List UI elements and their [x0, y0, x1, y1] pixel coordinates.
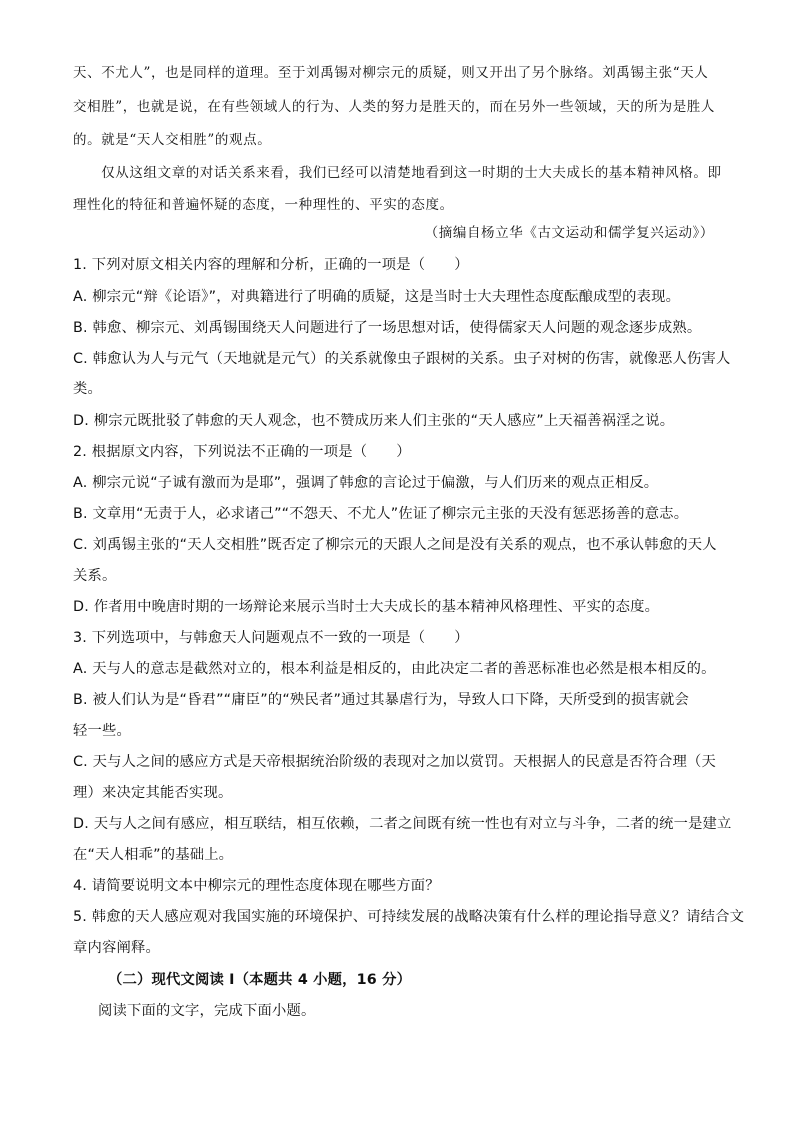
question-3-stem: 3. 下列选项中，与韩愈天人问题观点不一致的一项是（ ） — [73, 630, 469, 646]
question-option-cont: 关系。 — [73, 568, 117, 584]
passage-line: 仅从这组文章的对话关系来看，我们已经可以清楚地看到这一时期的士大夫成长的基本精神风格。即 — [73, 165, 722, 181]
question-option: C. 刘禹锡主张的“天人交相胜”既否定了柳宗元的天跟人之间是没有关系的观点，也不承认韩愈的天人 — [73, 537, 717, 553]
question-1-stem: 1. 下列对原文相关内容的理解和分析，正确的一项是（ ） — [73, 257, 469, 273]
question-option: A. 柳宗元说“子诚有激而为是耶”，强调了韩愈的言论过于偏激，与人们历来的观点正相反。 — [73, 475, 659, 491]
citation: （摘编自杨立华《古文运动和儒学复兴运动》） — [424, 225, 714, 241]
question-option: D. 作者用中晚唐时期的一场辩论来展示当时士大夫成长的基本精神风格理性、平实的态度。 — [73, 599, 660, 615]
section-heading: （二）现代文阅读 I（本题共 4 小题，16 分） — [108, 972, 412, 988]
passage-line: 交相胜”，也就是说，在有些领域人的行为、人类的努力是胜天的，而在另外一些领域，天的所为是胜人 — [73, 99, 715, 115]
question-option: D. 柳宗元既批驳了韩愈的天人观念，也不赞成历来人们主张的“天人感应”上天福善祸淫之说。 — [73, 413, 675, 429]
question-option-cont: 理）来决定其能否实现。 — [73, 785, 233, 801]
question-2-stem: 2. 根据原文内容，下列说法不正确的一项是（ ） — [73, 444, 411, 460]
question-option-cont: 轻一些。 — [73, 723, 131, 739]
passage-line: 天、不尤人”，也是同样的道理。至于刘禹锡对柳宗元的质疑，则又开出了另个脉络。刘禹锡主张“天人 — [73, 65, 709, 81]
question-option: A. 柳宗元“辩《论语》”，对典籍进行了明确的质疑，这是当时士大夫理性态度酝酿成型的表现。 — [73, 289, 681, 305]
question-option: B. 韩愈、柳宗元、刘禹锡围绕天人问题进行了一场思想对话，使得儒家天人问题的观念逐步成熟。 — [73, 320, 702, 336]
question-option: B. 文章用“无责于人，必求诸己”“不怨天、不尤人”佐证了柳宗元主张的天没有惩恶扬善的意志。 — [73, 506, 689, 522]
question-5-cont: 章内容阐释。 — [73, 940, 160, 956]
question-option: C. 天与人之间的感应方式是天帝根据统治阶级的表现对之加以赏罚。天根据人的民意是否符合理（天 — [73, 754, 717, 770]
passage-line: 理性化的特征和普遍怀疑的态度，一种理性的、平实的态度。 — [73, 197, 454, 213]
question-option: A. 天与人的意志是截然对立的，根本利益是相反的，由此决定二者的善恶标准也必然是根本相反的。 — [73, 661, 716, 677]
question-option: C. 韩愈认为人与元气（天地就是元气）的关系就像虫子跟树的关系。虫子对树的伤害，就像恶人伤害人 — [73, 351, 731, 367]
question-option-cont: 在“天人相乖”的基础上。 — [73, 847, 234, 863]
question-option-cont: 类。 — [73, 381, 102, 397]
reading-instruction: 阅读下面的文字，完成下面小题。 — [98, 1003, 316, 1019]
question-4-stem: 4. 请简要说明文本中柳宗元的理性态度体现在哪些方面？ — [73, 878, 440, 894]
question-5-stem: 5. 韩愈的天人感应观对我国实施的环境保护、可持续发展的战略决策有什么样的理论指导意义？请结合文 — [73, 909, 745, 925]
question-option: B. 被人们认为是“昏君”“庸臣”的“殃民者”通过其暴虐行为，导致人口下降，天所受到的损害就会 — [73, 692, 690, 708]
passage-line: 的。就是“天人交相胜”的观点。 — [73, 132, 272, 148]
question-option: D. 天与人之间有感应，相互联结，相互依赖，二者之间既有统一性也有对立与斗争，二者的统一是建立 — [73, 816, 732, 832]
